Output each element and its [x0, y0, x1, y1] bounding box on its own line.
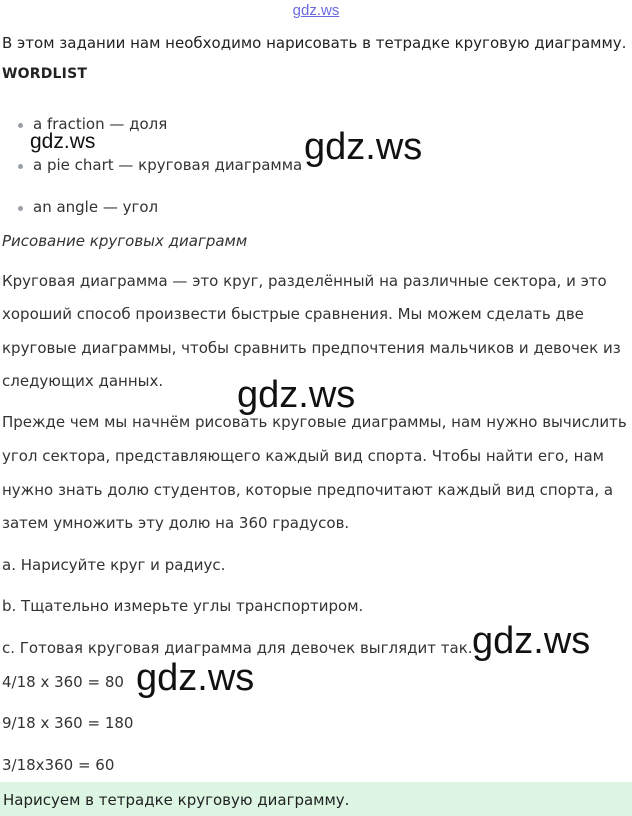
section-title: Рисование круговых диаграмм [2, 232, 248, 250]
paragraph-line: следующих данных. [2, 372, 164, 390]
calculation-line: 9/18 x 360 = 180 [2, 714, 134, 732]
site-mark-link[interactable]: gdz.ws [292, 2, 340, 19]
watermark: gdz.ws [472, 620, 591, 662]
paragraph-line: круговые диаграммы, чтобы сравнить предпочтения мальчиков и девочек из [2, 339, 621, 357]
bullet-icon [18, 123, 23, 128]
wordlist-item: a pie chart — круговая диаграмма [33, 156, 303, 174]
step-text: b. Тщательно измерьте углы транспортиром. [2, 597, 364, 615]
bullet-icon [18, 206, 23, 211]
paragraph-line: хороший способ произвести быстрые сравнения. Мы можем сделать две [2, 305, 584, 323]
step-text: c. Готовая круговая диаграмма для девочек выглядит так. [2, 639, 473, 657]
paragraph-line: нужно знать долю студентов, которые предпочитают каждый вид спорта, а [2, 481, 614, 499]
paragraph-line: Прежде чем мы начнём рисовать круговые диаграммы, нам нужно вычислить [2, 413, 627, 431]
step-text: a. Нарисуйте круг и радиус. [2, 556, 226, 574]
watermark: gdz.ws [136, 657, 255, 699]
conclusion-text: Нарисуем в тетрадке круговую диаграмму. [3, 791, 350, 809]
watermark: gdz.ws [237, 374, 356, 416]
watermark: gdz.ws [30, 130, 96, 153]
paragraph-line: угол сектора, представляющего каждый вид спорта. Чтобы найти его, нам [2, 447, 604, 465]
calculation-line: 4/18 x 360 = 80 [2, 673, 124, 691]
paragraph-line: Круговая диаграмма — это круг, разделённый на различные сектора, и это [2, 272, 607, 290]
watermark: gdz.ws [304, 126, 423, 168]
bullet-icon [18, 164, 23, 169]
wordlist-item: an angle — угол [33, 198, 159, 216]
intro-text: В этом задании нам необходимо нарисовать в тетрадке круговую диаграмму. [2, 34, 627, 52]
calculation-line: 3/18x360 = 60 [2, 756, 115, 774]
wordlist-item: a fraction — доля [33, 115, 168, 133]
wordlist-heading: WORDLIST [2, 66, 88, 82]
paragraph-line: затем умножить эту долю на 360 градусов. [2, 514, 350, 532]
